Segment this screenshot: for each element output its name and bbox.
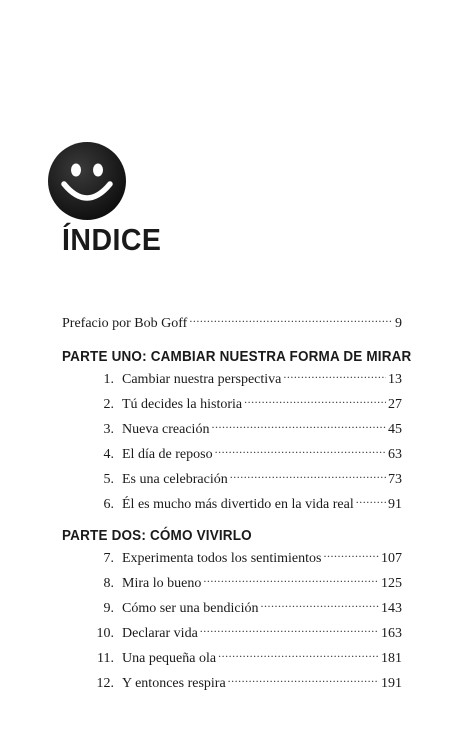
dot-leader [356,494,386,508]
toc-entry-label: Cambiar nuestra perspectiva [122,372,282,387]
dot-leader [323,548,379,562]
part-heading-one: PARTE UNO: CAMBIAR NUESTRA FORMA DE MIRAR [62,349,412,365]
toc-entry-chapter-6 [90,494,402,516]
toc-entry-page: 13 [388,372,402,387]
toc-entry-chapter-11 [90,648,402,670]
dot-leader [215,444,386,458]
chapter-number: 4. [103,447,114,462]
toc-entry-page: 163 [381,626,402,641]
toc-entry-page: 125 [381,576,402,591]
toc-entry-label: El día de reposo [122,447,213,462]
toc-entry-label: Tú decides la historia [122,397,243,412]
chapter-number: 3. [103,422,114,437]
smiley-icon [46,140,128,222]
toc-entry-page: 73 [388,472,402,487]
toc-entry-page: 91 [388,497,402,512]
toc-entry-page: 45 [388,422,402,437]
toc-entry-page: 107 [381,551,402,566]
dot-leader [228,673,379,687]
chapter-number: 9. [103,601,114,616]
dot-leader [189,313,393,327]
part-heading-two: PARTE DOS: CÓMO VIVIRLO [62,528,252,544]
toc-entry-chapter-12 [90,673,402,695]
chapter-number: 5. [103,472,114,487]
chapter-number: 11. [97,651,114,666]
dot-leader [260,598,379,612]
toc-entry-page: 181 [381,651,402,666]
toc-entry-label: Una pequeña ola [122,651,217,666]
toc-entry-chapter-9 [90,598,402,620]
toc-entry-page: 191 [381,676,402,691]
chapter-number: 12. [96,676,114,691]
chapter-number: 7. [103,551,114,566]
dot-leader [230,469,386,483]
toc-entry-chapter-8 [90,573,402,595]
toc-entry-chapter-3 [90,419,402,441]
toc-entry-label: Experimenta todos los sentimientos [122,551,322,566]
toc-entry-chapter-5 [90,469,402,491]
chapter-number: 8. [103,576,114,591]
toc-entry-chapter-10 [90,623,402,645]
toc-entry-label: Mira lo bueno [122,576,202,591]
dot-leader [203,573,379,587]
dot-leader [211,419,386,433]
toc-entry-label: Declarar vida [122,626,198,641]
dot-leader [283,369,386,383]
toc-entry-page: 143 [381,601,402,616]
toc-entry-page: 63 [388,447,402,462]
chapter-number: 6. [103,497,114,512]
toc-entry-chapter-7 [90,548,402,570]
toc-entry-label: Nueva creación [122,422,210,437]
toc-entry-label: Y entonces respira [122,676,226,691]
dot-leader [218,648,379,662]
dot-leader [244,394,386,408]
chapter-number: 1. [103,372,114,387]
toc-entry-label: Él es mucho más divertido en la vida real [122,497,354,512]
page-title: ÍNDICE [62,222,162,257]
chapter-number: 10. [96,626,114,641]
toc-entry-label: Cómo ser una bendición [122,601,259,616]
dot-leader [200,623,379,637]
toc-entry-page: 27 [388,397,402,412]
toc-entry-preface [62,313,402,335]
toc-entry-chapter-4 [90,444,402,466]
chapter-number: 2. [103,397,114,412]
toc-entry-label: Es una celebración [122,472,228,487]
toc-entry-chapter-2 [90,394,402,416]
toc-entry-chapter-1 [90,369,402,391]
toc-entry-page: 9 [395,316,402,331]
table-of-contents [62,313,412,698]
toc-entry-label: Prefacio por Bob Goff [62,316,188,331]
